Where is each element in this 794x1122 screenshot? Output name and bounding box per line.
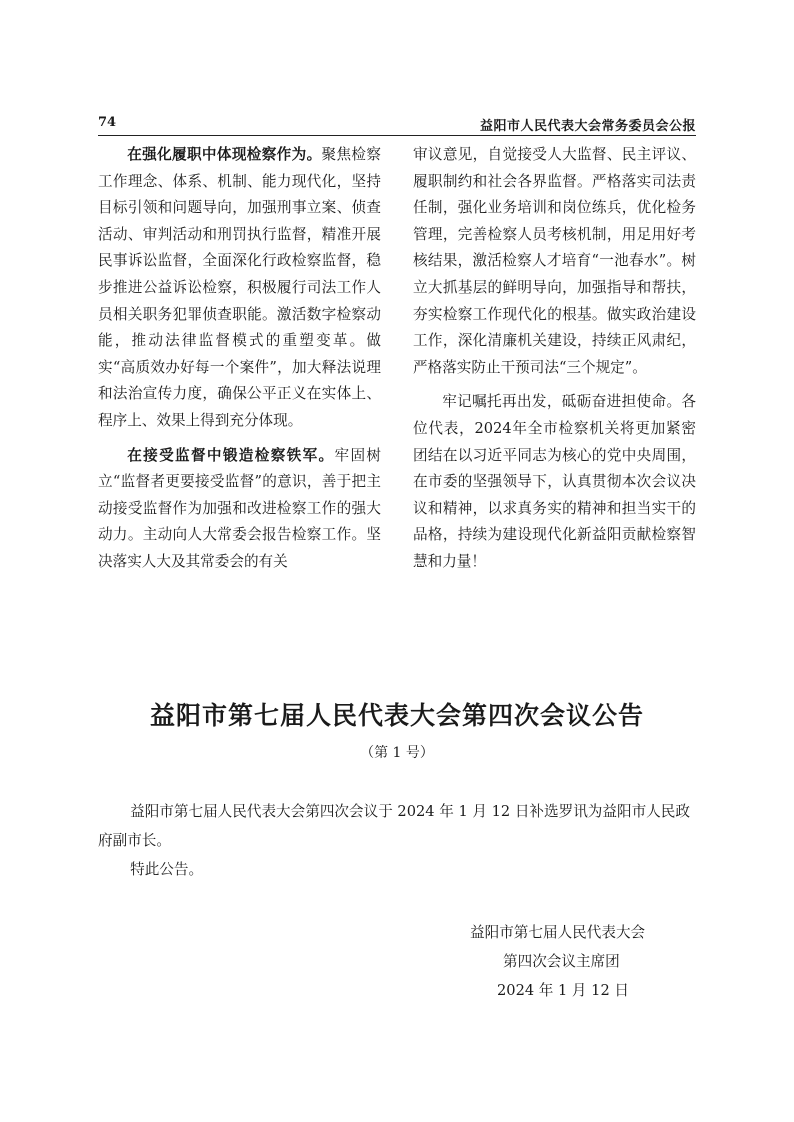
paragraph-text: 牢固树立“监督者更要接受监督”的意识，善于把主动接受监督作为加强和改进检察工作的强大动力。主动向人大常委会报告检察工作。坚决落实人大及其常委会的有关: [98, 446, 381, 570]
signature-organization: 益阳市第七届人民代表大会: [470, 924, 646, 941]
page-number: 74: [98, 115, 117, 130]
announcement-text: 益阳市第七届人民代表大会第四次会议于 2024 年 1 月 12 日补选罗讯为益阳市人民政府副市长。: [98, 803, 690, 849]
paragraph-duty-performance: [98, 142, 381, 435]
signature-date: 2024 年 1 月 12 日: [497, 982, 629, 999]
paragraph-conclusion: 牢记嘱托再出发，砥砺奋进担使命。各位代表，2024年全市检察机关将更加紧密团结在以习近平同志为核心的党中央周围，在市委的坚强领导下，认真贯彻本次会议决议和精神，以求真务实的精神和担当实干的品格，持续为建设现代化新益阳贡献检察智慧和力量！: [413, 393, 696, 570]
announcement-closing: 特此公告。: [130, 861, 204, 878]
paragraph-lead: 在强化履职中体现检察作为。: [127, 146, 322, 163]
page-header: [98, 113, 696, 136]
announcement-title: 益阳市第七届人民代表大会第四次会议公告: [149, 701, 644, 730]
paragraph-lead: 在接受监督中锻造检察铁军。: [127, 446, 335, 464]
left-column: [98, 142, 381, 576]
paragraph-text: 聚焦检察工作理念、体系、机制、能力现代化，坚持目标引领和问题导向，加强刑事立案、侦查活动、审判活动和刑罚执行监督，精准开展民事诉讼监督，全面深化行政检察监督，稳步推进公益诉讼检察，积极履行司法工作人员相关职务犯罪侦查职能。激活数字检察动能，推动法律监督模式的重塑变革。做实“高质效办好每一个案件”，加大释法说理和法治宣传力度，确保公平正义在实体上、程序上、效果上得到充分体现。: [98, 146, 381, 429]
paragraph-continuation: 审议意见，自觉接受人大监督、民主评议、履职制约和社会各界监督。严格落实司法责任制，强化业务培训和岗位练兵，优化检务管理，完善检察人员考核机制，用足用好考核结果，激活检察人才培育“一池春水”。树立大抓基层的鲜明导向，加强指导和帮扶，夯实检察工作现代化的根基。做实政治建设工作，深化清廉机关建设，持续正风肃纪，严格落实防止干预司法“三个规定”。: [413, 146, 696, 376]
announcement-signature: [400, 918, 696, 1005]
paragraph-supervision: [98, 443, 381, 576]
signature-presidium: 第四次会议主席团: [503, 953, 620, 970]
announcement-number: （第 1 号）: [360, 745, 434, 761]
right-column: [413, 142, 696, 576]
announcement-body: [98, 797, 696, 884]
journal-title: 益阳市人民代表大会常务委员会公报: [479, 119, 696, 134]
